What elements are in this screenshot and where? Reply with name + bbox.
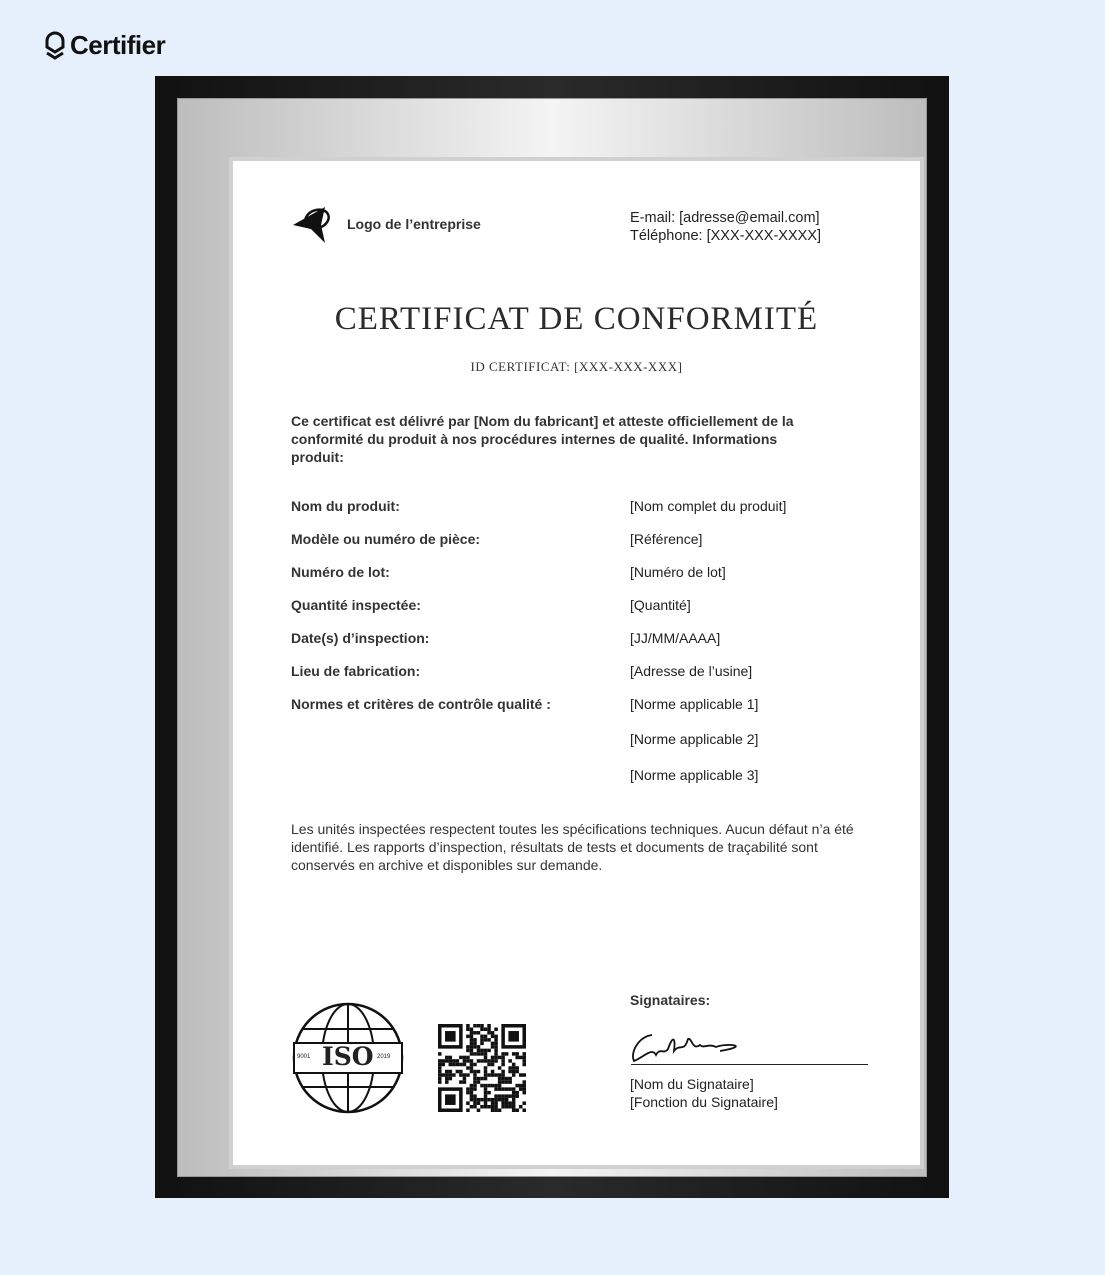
field-value: [Nom complet du produit] bbox=[630, 498, 787, 514]
certificate-frame bbox=[155, 76, 949, 1198]
field-value: [Quantité] bbox=[630, 597, 691, 613]
certificate-id: ID CERTIFICAT: [XXX-XXX-XXX] bbox=[470, 359, 683, 374]
certifier-logo bbox=[44, 30, 165, 61]
field-label: Quantité inspectée: bbox=[291, 597, 421, 613]
field-label: Lieu de fabrication: bbox=[291, 663, 421, 679]
brand-name: Certifier bbox=[70, 30, 166, 60]
logo-label: Logo de l’entreprise bbox=[347, 216, 481, 232]
field-label: Date(s) d’inspection: bbox=[291, 630, 430, 646]
company-logo bbox=[291, 203, 481, 245]
email: E-mail: [adresse@email.com] bbox=[630, 210, 820, 226]
field-value: [Numéro de lot] bbox=[630, 564, 726, 580]
intro-text: Ce certificat est délivré par [Nom du fabricant] et atteste officiellement de la conformité du produit à nos procédures internes de qualité. Informations produit: bbox=[291, 413, 794, 465]
signer-name: [Nom du Signataire] bbox=[630, 1076, 754, 1092]
signature-image bbox=[630, 1029, 760, 1065]
iso-text: ISO bbox=[322, 1042, 374, 1071]
norm-2: [Norme applicable 2] bbox=[630, 731, 759, 747]
signature-line bbox=[631, 1064, 868, 1065]
field-value: [JJ/MM/AAAA] bbox=[630, 630, 721, 646]
field-value: [Adresse de l’usine] bbox=[630, 663, 753, 679]
field-value: [Norme applicable 1] bbox=[630, 696, 759, 712]
field-label: Numéro de lot: bbox=[291, 564, 390, 580]
field-label: Nom du produit: bbox=[291, 498, 400, 514]
frame-mat bbox=[177, 98, 927, 1177]
certificate-paper bbox=[233, 161, 920, 1165]
field-label: Normes et critères de contrôle qualité : bbox=[291, 696, 551, 712]
qr-code bbox=[438, 1024, 526, 1112]
field-label: Modèle ou numéro de pièce: bbox=[291, 531, 481, 547]
certificate-title: CERTIFICAT DE CONFORMITÉ bbox=[334, 301, 819, 337]
contact-block bbox=[630, 209, 821, 245]
norm-3: [Norme applicable 3] bbox=[630, 767, 759, 783]
signer-role: [Fonction du Signataire] bbox=[630, 1094, 778, 1110]
star-logo-icon bbox=[291, 203, 337, 245]
closing-text: Les unités inspectées respectent toutes les spécifications techniques. Aucun défaut n’a été identifié. Les rapports d’inspection, résultats de tests et documents de traçabilité sont conservés en archive et disponibles sur demande. bbox=[291, 821, 854, 873]
certifier-logo-icon bbox=[44, 31, 66, 61]
iso-seal bbox=[291, 1001, 405, 1115]
signatories-label: Signataires: bbox=[630, 992, 711, 1008]
phone: Téléphone: [XXX-XXX-XXXX] bbox=[630, 228, 822, 244]
iso-right: 2019 bbox=[377, 1054, 391, 1060]
field-value: [Référence] bbox=[630, 531, 703, 547]
iso-left: 9001 bbox=[297, 1054, 311, 1060]
